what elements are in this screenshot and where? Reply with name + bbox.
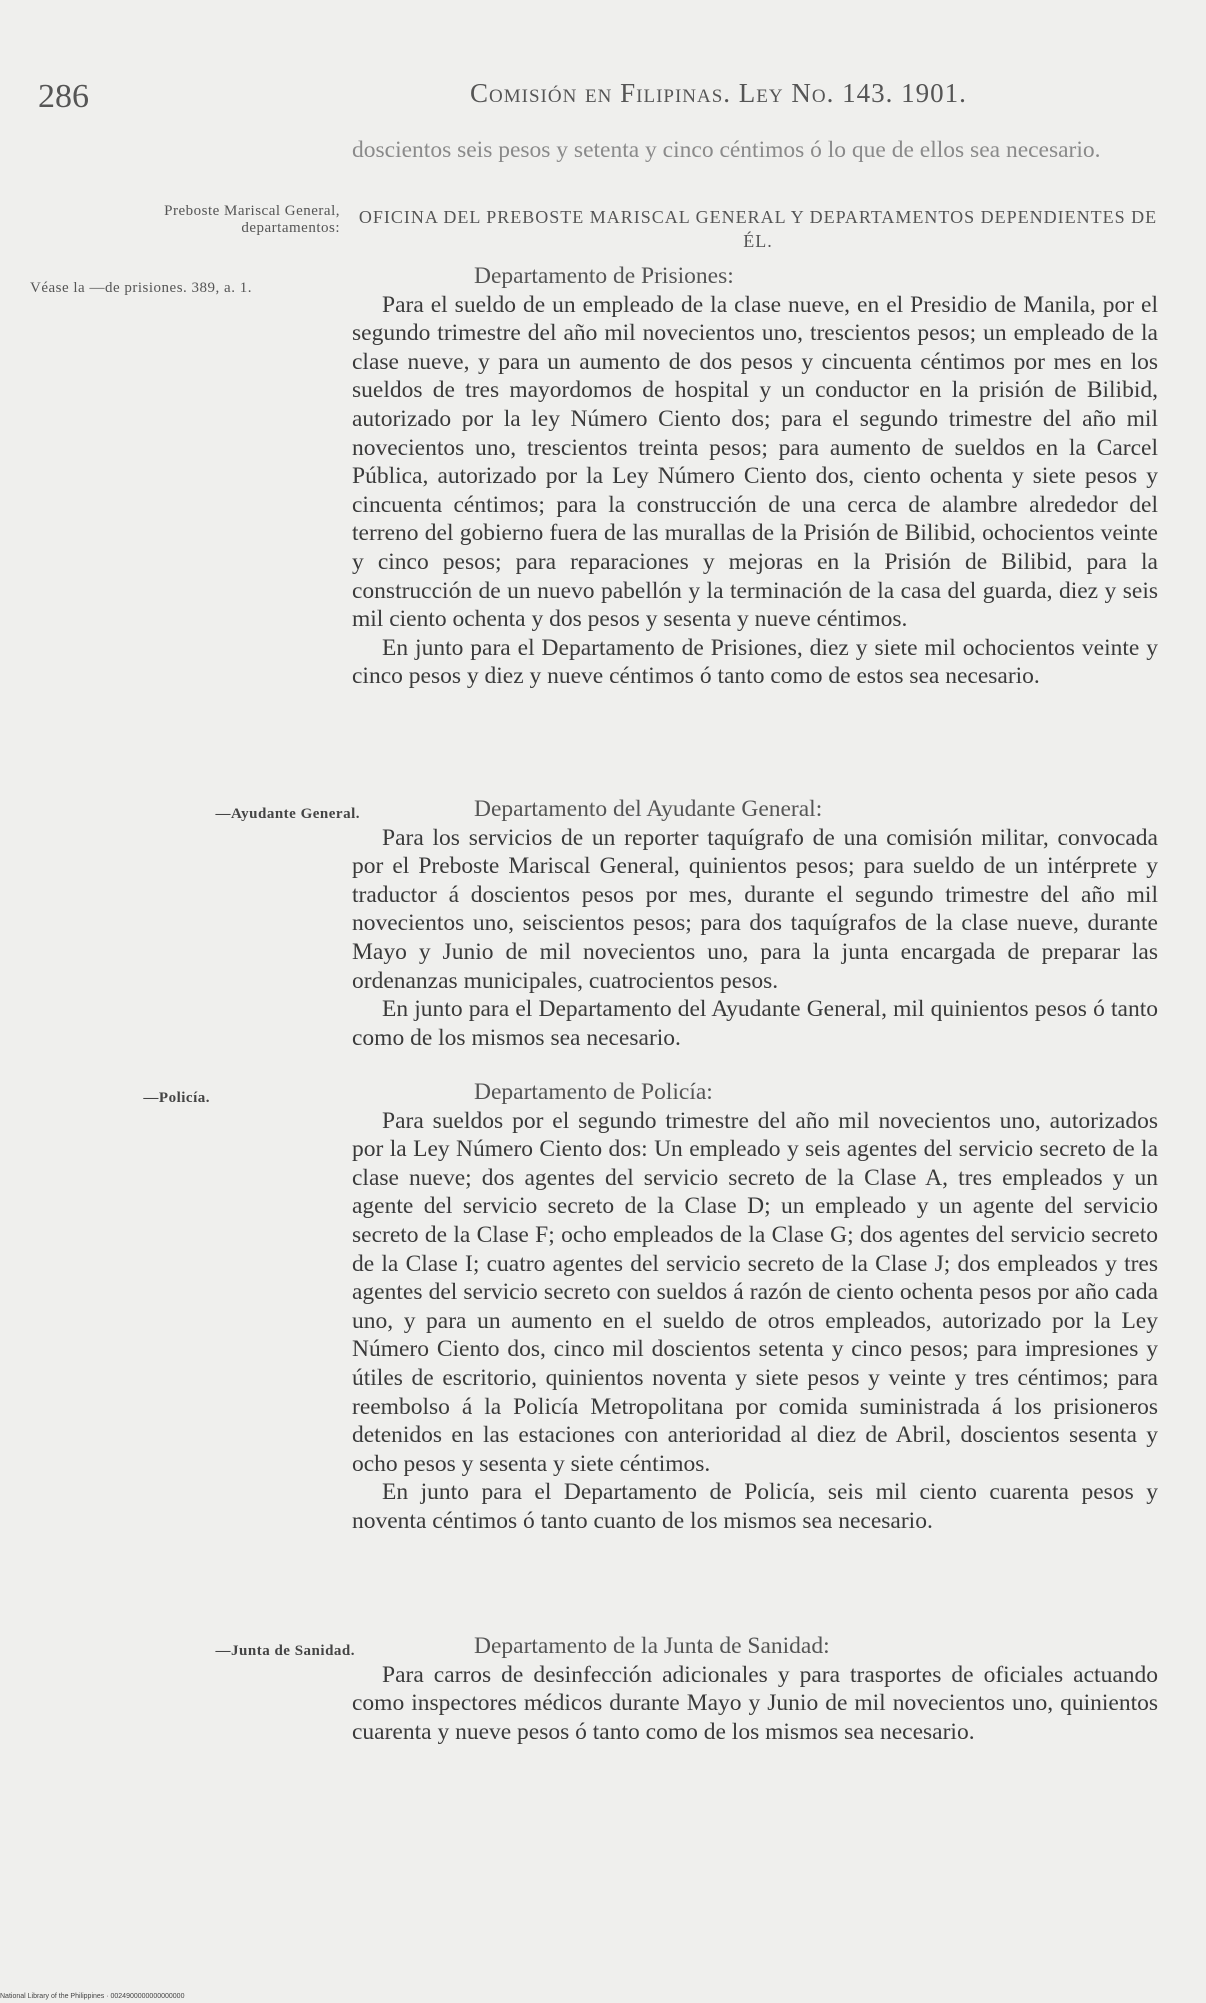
section-ayudante-general (352, 795, 1158, 1052)
section-title: Departamento de Prisiones: (474, 263, 734, 289)
running-head: Comisión en Filipinas. Ley No. 143. 1901. (470, 78, 967, 108)
intro-paragraph: doscientos seis pesos y setenta y cinco céntimos ó lo que de ellos sea necesario. (352, 137, 1101, 163)
page-number: 286 (38, 78, 89, 115)
section-title: Departamento del Ayudante General: (474, 796, 823, 822)
section-paragraph: Para el sueldo de un empleado de la clase nueve, en el Presidio de Manila, por el segundo trimestre del año mil novecientos uno, trescientos pesos; un empleado de la clase nueve, y para un aumento de dos pesos y cincuenta céntimos por mes en los sueldos de tres mayordomos de hospital y un conductor en la prisión de Bilibid, autorizado por la ley Número Ciento dos; para el segundo trimestre del año mil novecientos uno, trescientos treinta pesos; para aumento de sueldos en la Carcel Pública, autorizado por la Ley Número Ciento dos, ciento ochenta y siete pesos y cincuenta céntimos; para la construcción de una cerca de alambre alrededor del terreno del gobierno fuera de las murallas de la Prisión de Bilibid, ochocientos veinte y cinco pesos; para reparaciones y mejoras en la Prisión de Bilibid, para la construcción de un nuevo pabellón y la terminación de la casa del guarda, diez y seis mil ciento ochenta y dos pesos y sesenta y nueve céntimos. (352, 291, 1158, 633)
section-title: Departamento de la Junta de Sanidad: (474, 1633, 830, 1659)
margin-note-office: Preboste Mariscal General, departamentos: (164, 203, 340, 236)
section-paragraph: Para carros de desinfección adicionales y para trasportes de oficiales actuando como inspectores médicos durante Mayo y Junio de mil novecientos uno, quinientos cuarenta y nueve pesos ó tanto como de los mismos sea necesario. (352, 1661, 1158, 1745)
section-total: En junto para el Departamento de Policía, seis mil ciento cuarenta pesos y noventa céntimos ó tanto cuanto de los mismos sea necesario. (352, 1479, 1158, 1534)
section-total: En junto para el Departamento del Ayudante General, mil quinientos pesos ó tanto como de los mismos sea necesario. (352, 996, 1158, 1051)
margin-note-policia: —Policía. (143, 1090, 210, 1106)
section-policia (352, 1078, 1158, 1536)
margin-note-prisiones: Véase la —de prisiones. 389, a. 1. (30, 280, 252, 296)
intro-text (352, 136, 1158, 165)
section-paragraph: Para sueldos por el segundo trimestre del año mil novecientos uno, autorizados por la Ley Número Ciento dos: Un empleado y seis agentes del servicio secreto de la clase nueve; dos agentes del servicio secreto de la Clase A, tres empleados y un agente del servicio secreto de la Clase D; un empleado y un agente del servicio secreto de la Clase F; ocho empleados de la Clase G; dos agentes del servicio secreto de la Clase I; cuatro agentes del servicio secreto de la Clase J; dos empleados y tres agentes del servicio secreto con sueldos á razón de ciento ochenta pesos por año cada uno, y para un aumento en el sueldo de otros empleados, autorizado por la Ley Número Ciento dos, cinco mil doscientos setenta y cinco pesos; para impresiones y útiles de escritorio, quinientos noventa y siete pesos y veinte y tres céntimos; para reembolso á la Policía Metropolitana por comida suministrada á los prisioneros detenidos en las estaciones con anterioridad al diez de Abril, doscientos sesenta y ocho pesos y sesenta y siete céntimos. (352, 1107, 1158, 1477)
section-paragraph: Para los servicios de un reporter taquígrafo de una comisión militar, convocada por el Preboste Mariscal General, quinientos pesos; para sueldo de un intérprete y traductor á doscientos pesos por mes, durante el segundo trimestre del año mil novecientos uno, seiscientos pesos; para dos taquígrafos de la clase nueve, durante Mayo y Junio de mil novecientos uno, para la junta encargada de preparar las ordenanzas municipales, cuatrocientos pesos. (352, 824, 1158, 994)
section-total: En junto para el Departamento de Prisiones, diez y siete mil ochocientos veinte y cinco pesos y diez y nueve céntimos ó tanto como de estos sea necesario. (352, 634, 1158, 690)
section-prisiones (352, 262, 1158, 691)
margin-note-ayudante: —Ayudante General. (215, 806, 360, 822)
footer-credit: National Library of the Philippines · 0024900000000000000 (0, 1993, 185, 2000)
office-heading: OFICINA DEL PREBOSTE MARISCAL GENERAL Y DEPARTAMENTOS DEPENDIENTES DE ÉL. (358, 207, 1158, 251)
section-junta-sanidad (352, 1632, 1158, 1746)
section-title: Departamento de Policía: (474, 1079, 713, 1105)
margin-note-sanidad: —Junta de Sanidad. (215, 1643, 355, 1659)
